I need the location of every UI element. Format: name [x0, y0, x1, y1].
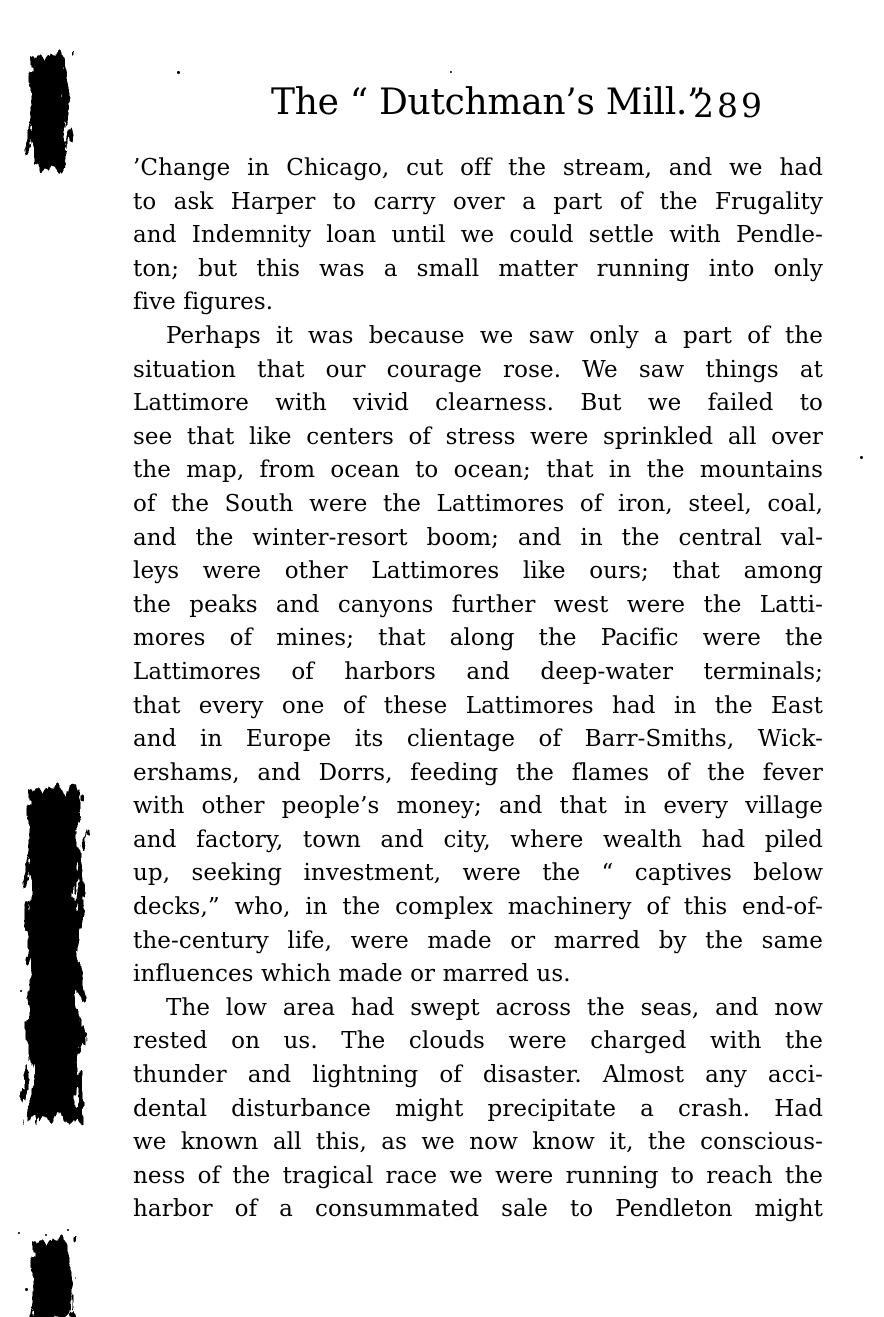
ink-smudge-top	[6, 31, 92, 191]
text-line: to ask Harper to carry over a part of the Frugality	[133, 188, 823, 215]
ink-smudge-middle	[4, 764, 104, 1146]
ink-speck	[25, 863, 28, 866]
ink-speck	[25, 1288, 28, 1291]
ink-speck	[20, 990, 22, 992]
ink-speck	[83, 910, 85, 912]
text-line: Perhaps it was because we saw only a part of the	[166, 322, 823, 349]
text-line: five figures.	[133, 289, 274, 316]
text-line: ’Change in Chicago, cut off the stream, and we had	[133, 155, 823, 181]
text-line: and factory, town and city, where wealth had piled	[133, 826, 823, 853]
text-line: decks,” who, in the complex machinery of this end-of-	[133, 894, 823, 921]
text-line: Lattimores of harbors and deep-water terminals;	[133, 658, 823, 685]
ink-speck	[860, 456, 863, 459]
text-line: and in Europe its clientage of Barr-Smiths, Wick-	[133, 726, 823, 753]
page-header	[133, 82, 823, 140]
text-line: the-century life, were made or marred by the same	[133, 927, 823, 954]
text-line: The low area had swept across the seas, and now	[166, 994, 823, 1021]
text-line: situation that our courage rose. We saw things at	[133, 356, 823, 383]
page-number: 289	[693, 86, 765, 125]
text-line: influences which made or marred us.	[133, 961, 571, 988]
text-line: with other people’s money; and that in every village	[133, 793, 823, 820]
text-line: ton; but this was a small matter running into only	[133, 255, 823, 282]
text-line: mores of mines; that along the Pacific were the	[133, 625, 823, 652]
running-title: The “ Dutchman’s Mill.”	[271, 82, 706, 123]
text-line: Lattimore with vivid clearness. But we failed to	[133, 390, 823, 417]
ink-smudge-bottom	[8, 1216, 96, 1317]
text-line: harbor of a consummated sale to Pendleton might	[133, 1196, 823, 1223]
ink-speck	[18, 1232, 20, 1234]
body-text	[133, 152, 823, 1227]
ink-speck	[45, 1234, 47, 1236]
text-line: the peaks and canyons further west were the Latti-	[133, 591, 823, 618]
text-line: leys were other Lattimores like ours; that among	[133, 558, 823, 585]
text-line: rested on us. The clouds were charged with the	[133, 1028, 823, 1055]
text-line: and Indemnity loan until we could settle with Pendle-	[133, 222, 823, 249]
text-line: of the South were the Lattimores of iron, steel, coal,	[133, 490, 823, 517]
text-line: thunder and lightning of disaster. Almost any acci-	[133, 1062, 823, 1089]
text-line: the map, from ocean to ocean; that in the mountains	[133, 457, 823, 484]
text-line: see that like centers of stress were sprinkled all over	[133, 423, 823, 450]
text-line: dental disturbance might precipitate a crash. Had	[133, 1095, 823, 1122]
text-line: up, seeking investment, were the “ captives below	[133, 860, 823, 887]
ink-speck	[177, 71, 180, 74]
ink-speck	[67, 1229, 69, 1231]
text-line: that every one of these Lattimores had in the East	[133, 692, 823, 719]
ink-speck	[450, 71, 452, 73]
text-line: ershams, and Dorrs, feeding the flames of the fever	[133, 759, 823, 786]
ink-speck	[80, 1037, 82, 1039]
text-line: ness of the tragical race we were running to reach the	[133, 1162, 823, 1189]
text-line: we known all this, as we now know it, the conscious-	[133, 1129, 823, 1156]
text-line: and the winter-resort boom; and in the central val-	[133, 524, 823, 551]
